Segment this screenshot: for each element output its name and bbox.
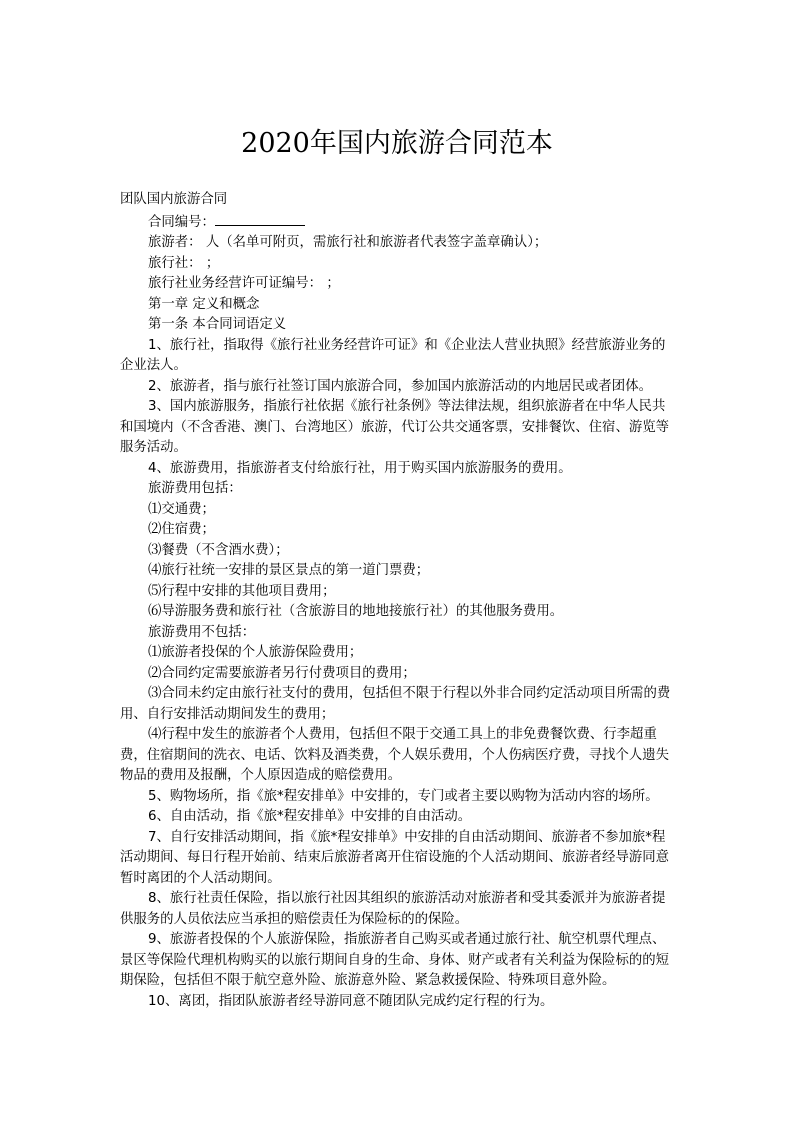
document-body [120, 190, 678, 1012]
definition-paragraph: 5、购物场所，指《旅*程安排单》中安排的，专门或者主要以购物为活动内容的场所。 [148, 788, 659, 804]
list-item: ⑹导游服务费和旅行社（含旅游目的地地接旅行社）的其他服务费用。 [148, 604, 564, 619]
contract-number-blank [215, 211, 305, 226]
list-item: ⑵合同约定需要旅游者另行付费项目的费用； [148, 665, 416, 681]
document-title: 2020年国内旅游合同范本 [241, 128, 553, 159]
definition-paragraph: 3、国内旅游服务，指旅行社依据《旅行社条例》等法律法规，组织旅游者在中华人民共和国境内（不含香港、澳门、台湾地区）旅游，代订公共交通客票，安排餐饮、住宿、游览等服务活动。 [120, 399, 670, 455]
contract-number-label: 合同编号： [148, 214, 215, 230]
definition-paragraph: 7、自行安排活动期间，指《旅*程安排单》中安排的自由活动期间、旅游者不参加旅*程活动期间、每日行程开始前、结束后旅游者离开住宿设施的个人活动期间、旅游者经导游同意暂时离团的个人活动期间。 [120, 829, 670, 886]
definition-paragraph: 4、旅游费用，指旅游者支付给旅行社，用于购买国内旅游服务的费用。 [148, 460, 572, 476]
contract-number-line [120, 211, 678, 234]
chapter-heading: 第一章 定义和概念 [148, 296, 260, 312]
agency-line: 旅行社： ； [148, 255, 220, 271]
license-line: 旅行社业务经营许可证编号： ； [148, 276, 340, 291]
article-heading: 第一条 本合同词语定义 [148, 317, 287, 332]
tourist-line: 旅游者： 人（名单可附页，需旅行社和旅游者代表签字盖章确认）； [148, 235, 548, 250]
list-item: ⑴旅游者投保的个人旅游保险费用； [148, 645, 363, 660]
definition-paragraph: 2、旅游者，指与旅行社签订国内旅游合同，参加国内旅游活动的内地居民或者团体。 [148, 378, 652, 394]
definition-paragraph: 9、旅游者投保的个人旅游保险，指旅游者自己购买或者通过旅行社、航空机票代理点、景区等保险代理机构购买的以旅行期间自身的生命、身体、财产或者有关利益为保险标的的短期保险，包括但不限于航空意外险、旅游意外险、紧急救援保险、特殊项目意外险。 [120, 932, 670, 988]
definition-paragraph: 8、旅行社责任保险，指以旅行社因其组织的旅游活动对旅游者和受其委派并为旅游者提供服务的人员依法应当承担的赔偿责任为保险标的的保险。 [120, 891, 666, 927]
list-item: ⑶餐费（不含酒水费）； [148, 542, 289, 558]
list-item: ⑶合同未约定由旅行社支付的费用，包括但不限于行程以外非合同约定活动项目所需的费用、自行安排活动期间发生的费用； [120, 686, 671, 722]
definition-paragraph: 10、离团，指团队旅游者经导游同意不随团队完成约定行程的行为。 [148, 993, 554, 1009]
list-item: ⑴交通费； [148, 501, 215, 517]
contract-heading: 团队国内旅游合同 [120, 192, 228, 207]
list-item: ⑷行程中发生的旅游者个人费用，包括但不限于交通工具上的非免费餐饮费、行李超重费，住宿期间的洗衣、电话、饮料及酒类费，个人娱乐费用，个人伤病医疗费，寻找个人遗失物品的费用及报酬，个人原因造成的赔偿费用。 [120, 727, 670, 783]
list-item: ⑵住宿费； [148, 522, 215, 537]
definition-paragraph: 1、旅行社，指取得《旅行社业务经营许可证》和《企业法人营业执照》经营旅游业务的企业法人。 [120, 337, 666, 373]
list-heading: 旅游费用不包括： [148, 624, 256, 640]
list-heading: 旅游费用包括： [148, 481, 242, 496]
list-item: ⑷旅行社统一安排的景区景点的第一道门票费； [148, 563, 430, 578]
definition-paragraph: 6、自由活动，指《旅*程安排单》中安排的自由活动。 [148, 809, 472, 824]
list-item: ⑸行程中安排的其他项目费用； [148, 583, 336, 599]
